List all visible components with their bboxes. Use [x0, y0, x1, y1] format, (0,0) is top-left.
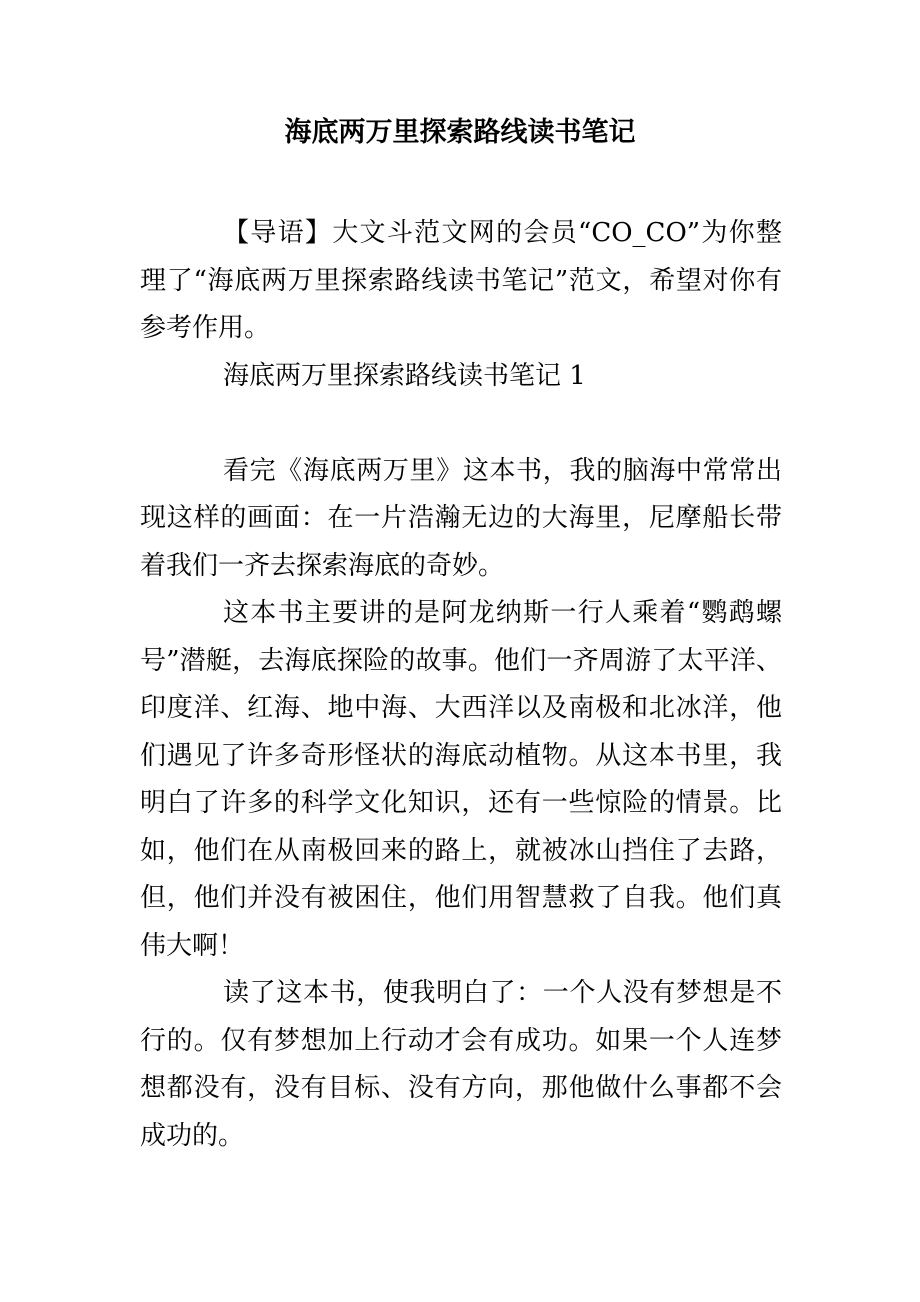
- body-paragraph-3: 读了这本书，使我明白了：一个人没有梦想是不行的。仅有梦想加上行动才会有成功。如果一个人连梦想都没有，没有目标、没有方向，那他做什么事都不会成功的。: [140, 978, 782, 1151]
- body-paragraph-1: 看完《海底两万里》这本书，我的脑海中常常出现这样的画面：在一片浩瀚无边的大海里，尼摩船长带着我们一齐去探索海底的奇妙。: [140, 455, 782, 581]
- intro-paragraph: 【导语】大文斗范文网的会员“CO_CO”为你整理了“海底两万里探索路线读书笔记”范文，希望对你有参考作用。: [140, 218, 782, 343]
- section-heading: 海底两万里探索路线读书笔记 1: [223, 360, 586, 391]
- document-body: [140, 210, 782, 1160]
- blank-line: [140, 400, 782, 448]
- document-title: 海底两万里探索路线读书笔记: [284, 117, 636, 148]
- body-paragraph-2: 这本书主要讲的是阿龙纳斯一行人乘着“鹦鹉螺号”潜艇，去海底探险的故事。他们一齐周游了太平洋、印度洋、红海、地中海、大西洋以及南极和北冰洋，他们遇见了许多奇形怪状的海底动植物。从这本书里，我明白了许多的科学文化知识，还有一些惊险的情景。比如，他们在从南极回来的路上，就被冰山挡住了去路，但，他们并没有被困住，他们用智慧救了自我。他们真伟大啊！: [140, 598, 782, 961]
